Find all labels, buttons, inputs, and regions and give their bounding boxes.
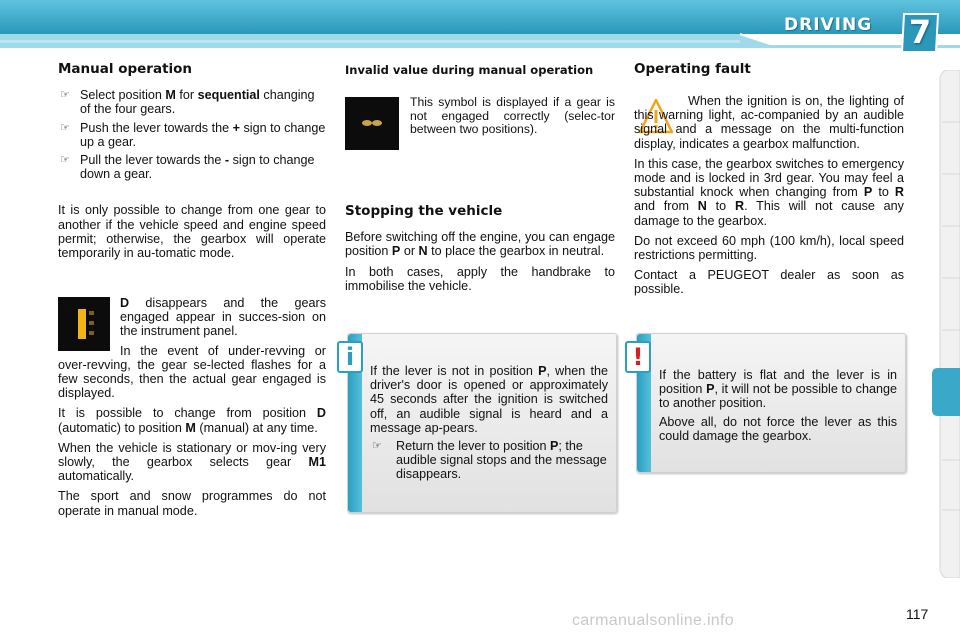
operating-fault-heading: Operating fault — [634, 61, 751, 77]
speed-condition-text: It is only possible to change from one gear to another if the vehicle speed and engine speed permit; otherwise, the gearbox will operate temporarily in au-tomatic mode. — [58, 203, 326, 261]
stopping-text-1: Before switching off the engine, you can engage position P or N to place the gearbox in neutral. — [345, 230, 615, 259]
watermark: carmanualsonline.info — [572, 612, 734, 629]
warning-box-content — [659, 368, 897, 447]
stationary-text: When the vehicle is stationary or mov-ing very slowly, the gearbox selects gear M1 automatically. — [58, 440, 326, 484]
manual-operation-steps — [58, 88, 326, 181]
manual-operation-heading: Manual operation — [58, 61, 193, 77]
fault-text-3: Do not exceed 60 mph (100 km/h), local speed restrictions permitting. — [634, 233, 904, 263]
stopping-text-2: In both cases, apply the handbrake to immobilise the vehicle. — [345, 264, 615, 293]
fault-text-1: When the ignition is on, the lighting of this warning light, ac-companied by an audible signal and a message on the multi-function display, indicates a gearbox malfunction. — [634, 94, 904, 151]
manual-operation-details — [58, 296, 326, 524]
operating-fault-section — [634, 62, 904, 92]
warning-box-text-2: Above all, do not force the lever as this could damage the gearbox. — [659, 414, 897, 443]
invalid-value-description — [410, 96, 615, 143]
sport-snow-text: The sport and snow programmes do not operate in manual mode. — [58, 489, 326, 518]
invalid-value-heading: Invalid value during manual operation — [345, 63, 594, 77]
pointing-hand-icon: ☞ — [60, 89, 70, 102]
change-mode-text: It is possible to change from position D (automatic) to position M (manual) at any time. — [58, 406, 326, 435]
pointing-hand-icon: ☞ — [60, 154, 70, 167]
info-box-content — [370, 364, 608, 486]
d-disappears-text: D disappears and the gears engaged appear in succes-sion on the instrument panel. — [120, 296, 326, 339]
stopping-heading: Stopping the vehicle — [345, 203, 503, 219]
info-box-steps — [370, 439, 608, 482]
invalid-value-text: This symbol is displayed if a gear is not engaged correctly (selec-tor between two positions). — [410, 95, 615, 137]
list-item: ☞ Pull the lever towards the - sign to change down a gear. — [60, 153, 315, 182]
info-box — [347, 333, 617, 513]
list-item: ☞ Push the lever towards the + sign to change up a gear. — [60, 120, 326, 149]
warning-box — [636, 333, 906, 473]
invalid-value-section — [345, 64, 615, 77]
exclamation-icon: ! — [625, 341, 651, 373]
invalid-gear-symbol-image — [345, 97, 399, 150]
fault-text-4: Contact a PEUGEOT dealer as soon as possible. — [634, 268, 904, 297]
overrev-text: In the event of under-revving or over-revving, the gear se-lected flashes for a few seconds, then the actual gear engaged is displayed. — [58, 343, 326, 401]
operating-fault-body — [634, 94, 904, 303]
fault-text-2: In this case, the gearbox switches to emergency mode and is locked in 3rd gear. You may feel a substantial knock when changing from P to R and from N to R. This will not cause any damage to the gearbox. — [634, 156, 904, 228]
pointing-hand-icon: ☞ — [372, 440, 382, 453]
stopping-section — [345, 204, 615, 299]
chapter-header — [0, 0, 960, 48]
manual-operation-section — [58, 62, 326, 266]
page-number: 117 — [906, 606, 929, 622]
chapter-tab-strip[interactable] — [928, 70, 960, 578]
info-icon: i — [337, 341, 363, 373]
list-item: ☞ Return the lever to position P; the audible signal stops and the message disappears. — [372, 439, 607, 482]
pointing-hand-icon: ☞ — [60, 121, 70, 134]
chapter-title: DRIVING — [784, 15, 873, 35]
warning-box-text-1: If the battery is flat and the lever is in position P, it will not be possible to change to another position. — [659, 368, 897, 411]
chapter-number: 7 — [908, 13, 932, 51]
info-box-text: If the lever is not in position P, when the driver's door is opened or approximately 45 seconds after the ignition is switched off, an audible signal is heard and a message ap-pears. — [370, 364, 608, 435]
list-item: ☞ Select position M for sequential changing of the four gears. — [60, 88, 315, 117]
